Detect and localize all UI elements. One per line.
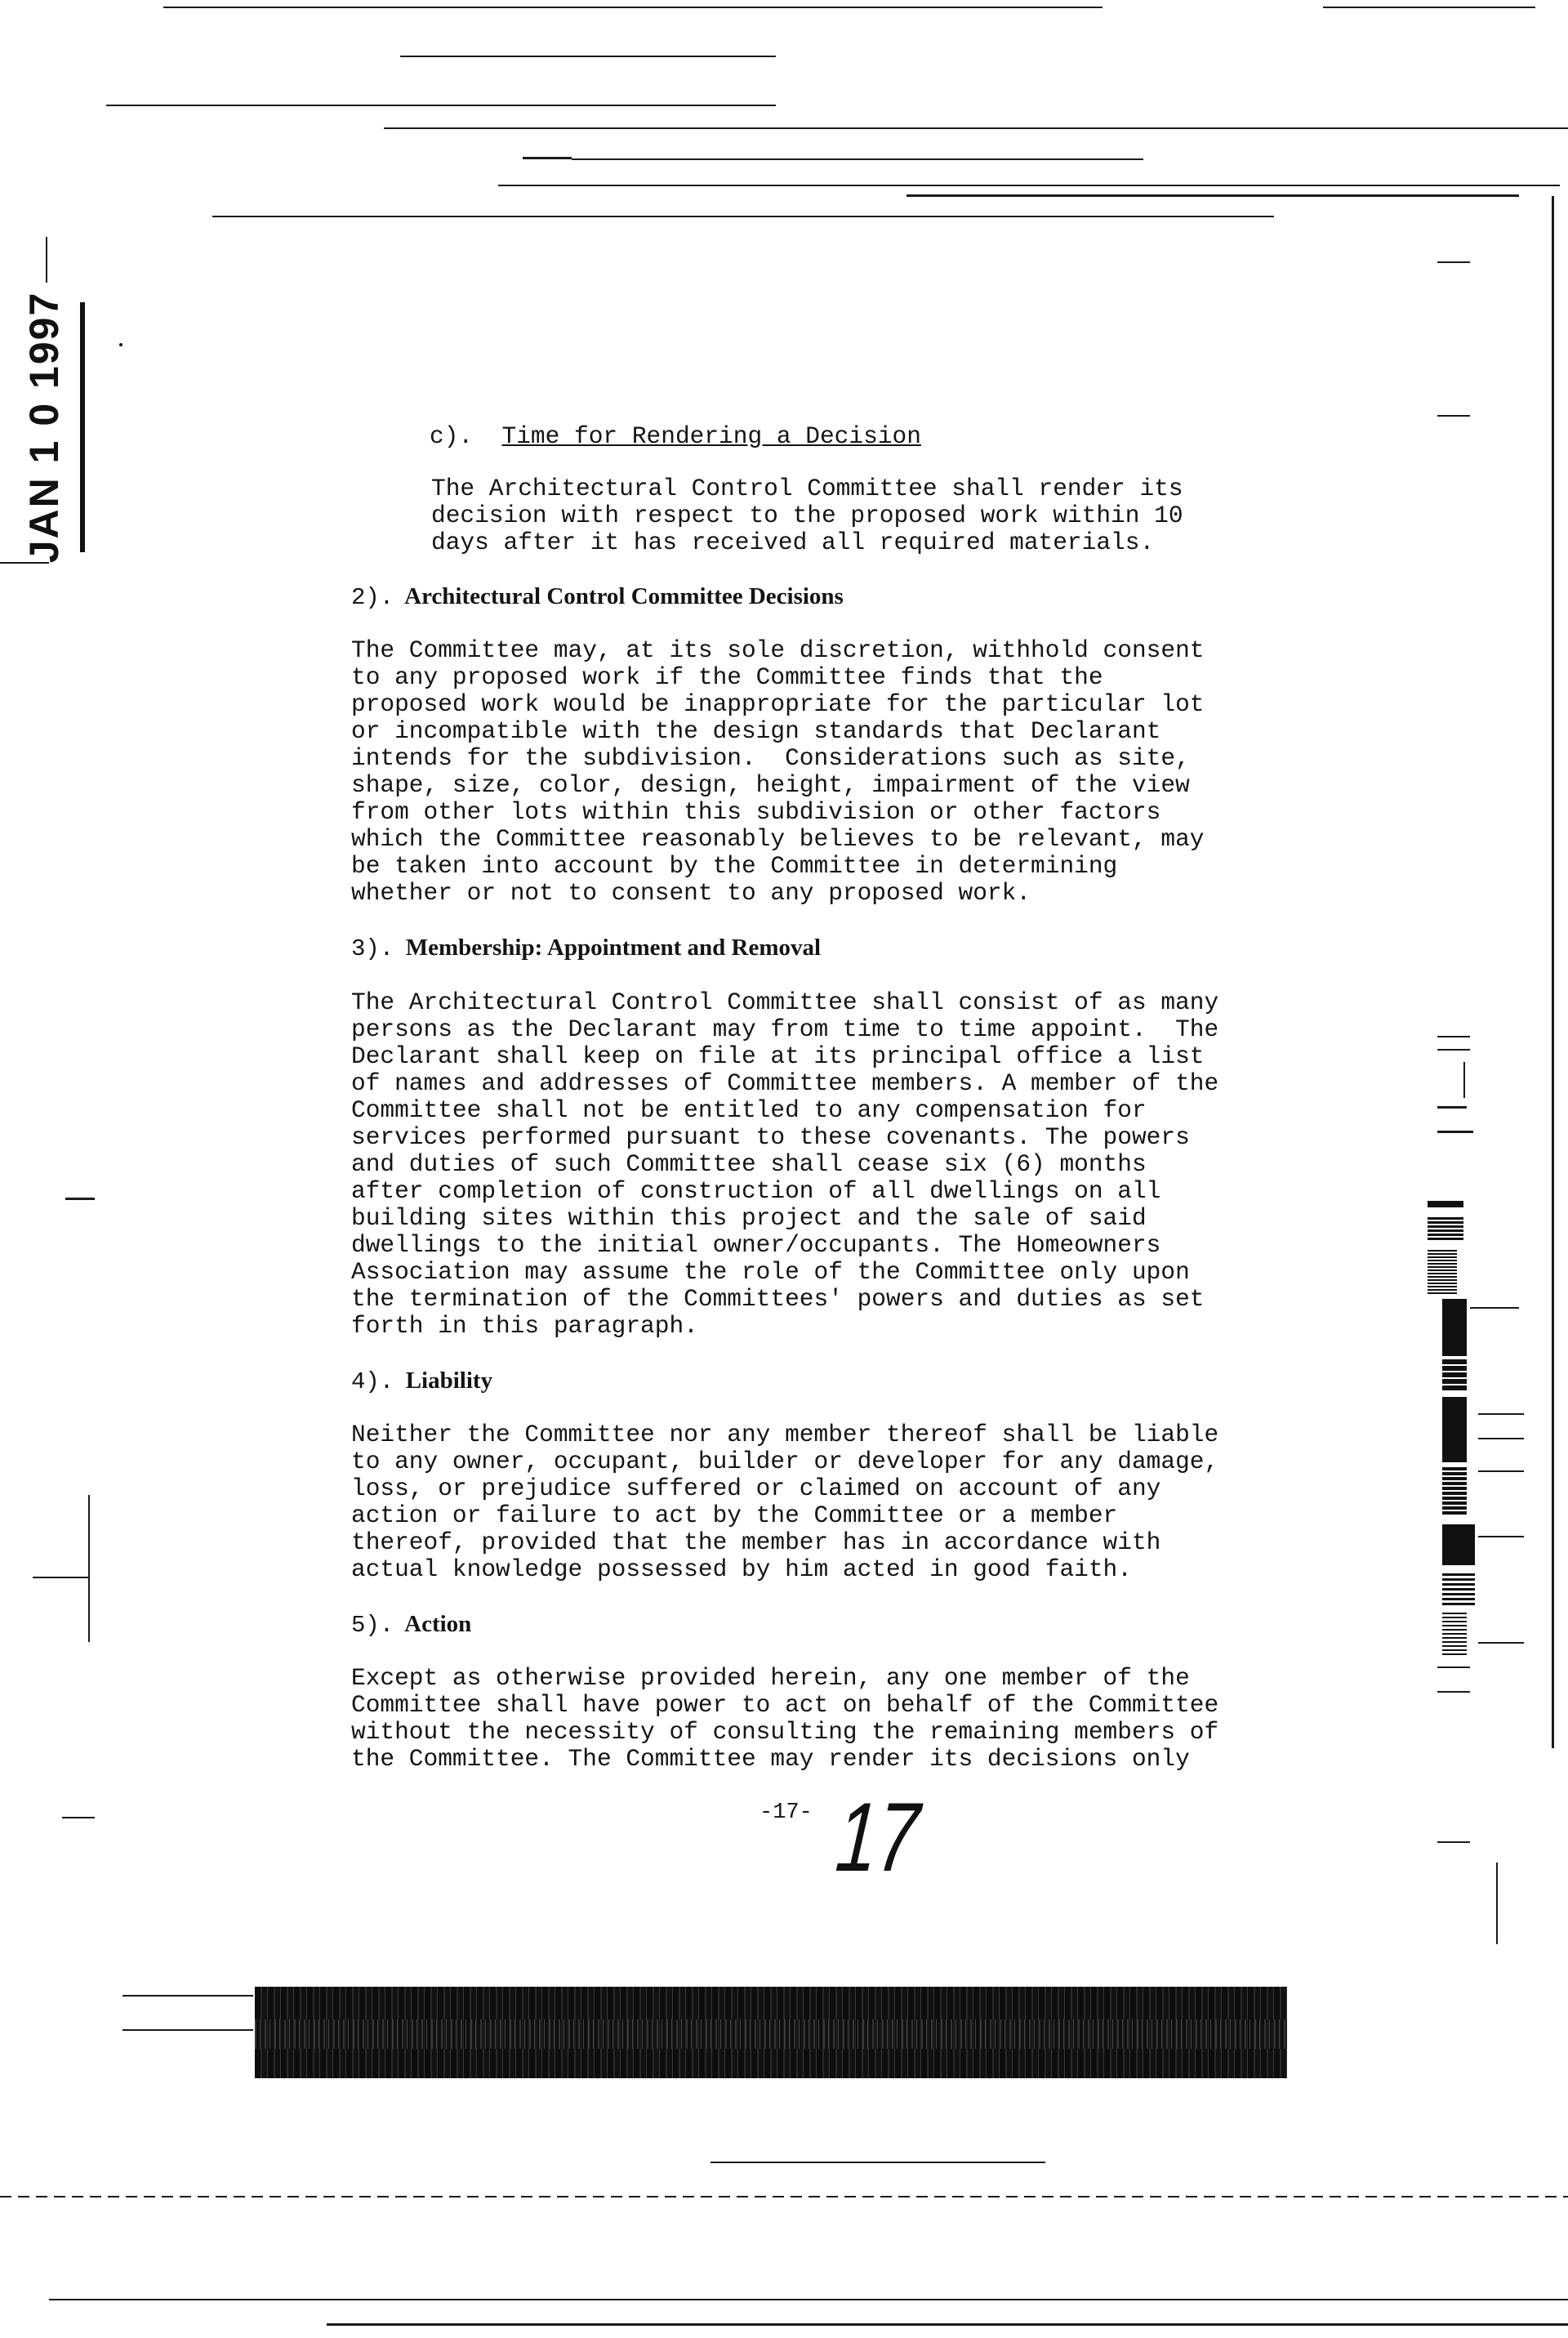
section-4-body: Neither the Committee nor any member thereof shall be liable to any owner, occupant, builder or developer for any damage, loss, or prejudice suffered or claimed on account of any action or failure to act by the Committee or a member thereof, provided that the member has in accordance with actual knowledge possessed by him acted in good faith.	[351, 1421, 1219, 1583]
scan-line	[384, 127, 1568, 129]
scan-line	[212, 216, 1274, 217]
scan-line	[1496, 1863, 1498, 1944]
section-c-body: The Architectural Control Committee shall render its decision with respect to the proposed work within 10 days after it has received all required materials.	[431, 475, 1183, 556]
scan-line	[400, 56, 776, 57]
handwritten-page-number: 17	[832, 1783, 923, 1892]
scan-line	[1437, 1841, 1470, 1843]
scan-line	[523, 157, 572, 159]
scan-line	[1437, 1131, 1473, 1133]
scan-line	[1437, 1666, 1470, 1668]
barcode-strip	[1428, 1201, 1463, 1207]
scan-line	[1478, 1413, 1524, 1415]
section-2-title: Architectural Control Committee Decisions	[404, 583, 844, 609]
section-2-number: 2).	[351, 584, 394, 611]
scan-line	[1478, 1438, 1524, 1439]
barcode-strip	[1442, 1299, 1467, 1356]
scan-line	[1437, 1106, 1467, 1109]
scan-line	[572, 158, 1143, 160]
section-c-title: Time for Rendering a Decision	[501, 422, 921, 450]
scan-line	[33, 1577, 90, 1578]
scan-line	[1437, 1049, 1470, 1051]
scan-line	[1437, 415, 1470, 417]
section-4-number: 4).	[351, 1368, 394, 1395]
scan-line	[1470, 1307, 1519, 1309]
barcode-strip	[1442, 1613, 1467, 1657]
section-5-body: Except as otherwise provided herein, any one member of the Committee shall have power to act on behalf of the Committee without the necessity of consulting the remaining members of the Committee. The Committee may render its decisions only	[351, 1664, 1219, 1773]
scan-line	[1463, 1062, 1465, 1098]
barcode-strip	[1442, 1573, 1475, 1606]
section-3-number: 3).	[351, 935, 394, 962]
scan-line	[0, 2196, 1568, 2197]
scan-line	[122, 2029, 253, 2031]
section-5-title: Action	[404, 1611, 472, 1637]
scan-line	[122, 1995, 253, 1997]
scan-line	[65, 1198, 95, 1200]
section-3-title: Membership: Appointment and Removal	[405, 935, 822, 961]
scan-noise-bar	[255, 1987, 1287, 2078]
barcode-strip	[1442, 1397, 1467, 1462]
scan-line	[106, 105, 776, 106]
barcode-strip	[1442, 1467, 1467, 1516]
scan-speck	[119, 343, 122, 346]
section-c-heading	[430, 423, 921, 450]
date-stamp-text: JAN 1 0 1997	[21, 291, 67, 564]
section-3-heading	[351, 935, 821, 962]
scan-line	[710, 2162, 1045, 2163]
scan-line	[1437, 1691, 1470, 1693]
barcode-strip	[1428, 1250, 1457, 1294]
section-5-heading	[351, 1611, 471, 1639]
scan-line	[1478, 1536, 1524, 1537]
section-2-heading	[351, 583, 844, 611]
scan-line	[1437, 1036, 1470, 1037]
section-3-body: The Architectural Control Committee shall consist of as many persons as the Declarant may from time to time appoint. The Declarant shall keep on file at its principal office a list of names and addresses of Committee members. A member of the Committee shall not be entitled to any compensation for services performed pursuant to these covenants. The powers and duties of such Committee shall cease six (6) months after completion of construction of all dwellings on all building sites within this project and the sale of said dwellings to the initial owner/occupants. The Homeowners Association may assume the role of the Committee only upon the termination of the Committees' powers and duties as set forth in this paragraph.	[351, 988, 1219, 1340]
barcode-strip	[1442, 1524, 1475, 1565]
barcode-strip	[1428, 1217, 1463, 1242]
scan-line	[1478, 1470, 1524, 1472]
section-4-heading	[351, 1368, 492, 1395]
barcode-strip	[1442, 1359, 1467, 1392]
scan-line	[46, 237, 47, 283]
section-4-title: Liability	[405, 1368, 493, 1394]
scan-line	[1323, 7, 1535, 8]
scan-line	[498, 185, 1560, 186]
scan-line	[906, 194, 1519, 197]
date-stamp	[8, 291, 85, 564]
scan-line	[1478, 1642, 1524, 1644]
scan-line	[163, 7, 1102, 8]
section-2-body: The Committee may, at its sole discretion, withhold consent to any proposed work if the Committee finds that the proposed work would be inappropriate for the particular lot or incompatible with the design standards that Declarant intends for the subdivision. Considerations such as site, shape, size, color, design, height, impairment of the view from other lots within this subdivision or other factors which the Committee reasonably believes to be relevant, may be taken into account by the Committee in determining whether or not to consent to any proposed work.	[351, 636, 1205, 907]
scan-line	[1552, 196, 1554, 1748]
scan-line	[1437, 261, 1470, 263]
scan-line	[88, 1495, 90, 1642]
section-5-number: 5).	[351, 1612, 394, 1639]
section-c-number: c).	[430, 422, 474, 450]
scan-line	[62, 1817, 95, 1818]
scan-line	[327, 2323, 1568, 2326]
page-number: -17-	[760, 1800, 813, 1825]
scan-line	[49, 2299, 1568, 2300]
